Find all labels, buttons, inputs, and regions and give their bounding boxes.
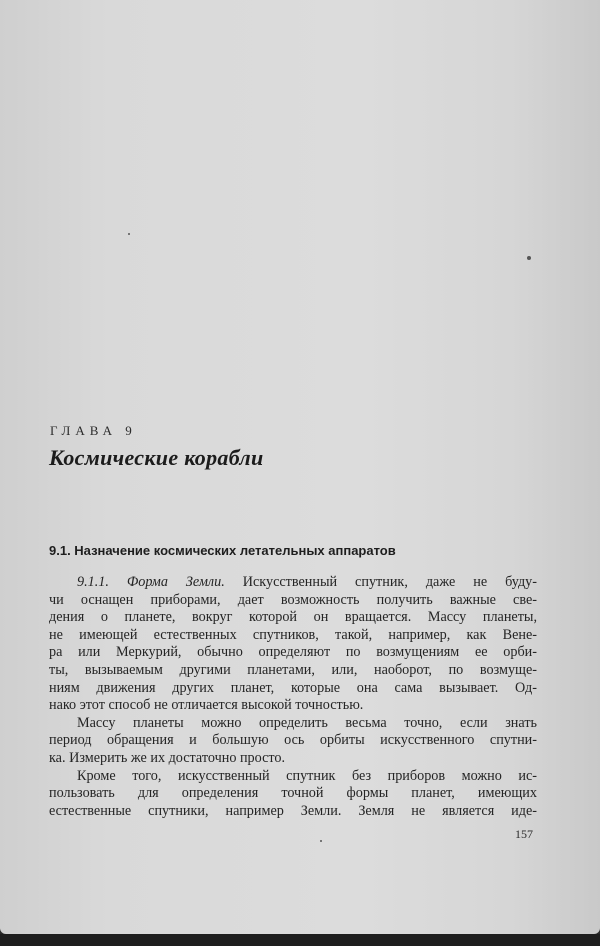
text-line: естественные спутники, например Земли. Земля не является иде- [49,802,537,819]
text-line: ты, вызываемым другими планетами, или, наоборот, по возмуще- [49,661,537,678]
text-line [49,574,537,592]
text-line: не имеющей естественных спутников, такой, например, как Вене- [49,626,537,643]
dust-speck [527,256,531,260]
text-line: дения о планете, вокруг которой он вращается. Массу планеты, [49,609,537,626]
chapter-title: Космические корабли [49,445,264,470]
text-line: ра или Меркурий, обычно определяют по возмущениям ее орби- [49,644,537,661]
dust-speck [320,840,322,842]
text-line: Кроме того, искусственный спутник без приборов можно ис- [77,767,537,784]
text-line: нако этот способ не отличается высокой точностью. [49,697,364,714]
chapter-label: ГЛАВА 9 [50,423,137,438]
text-line: ка. Измерить же их достаточно просто. [49,749,286,766]
dust-speck [128,233,130,235]
section-heading: 9.1. Назначение космических летательных аппаратов [49,543,396,558]
text-line: Массу планеты можно определить весьма точно, если знать [77,714,537,731]
text-line-content: Искусственный спутник, даже не буду- [224,574,537,590]
text-line: чи оснащен приборами, дает возможность получить важные све- [49,591,537,608]
subsection-number: 9.1.1. Форма Земли. [77,574,225,590]
text-line: ниям движения других планет, которые она сама вызывает. Од- [49,679,537,696]
text-line: пользовать для определения точной формы планет, имеющих [49,785,537,802]
scan-edge [0,934,600,946]
body-text [49,574,537,820]
page-number: 157 [515,827,533,841]
text-line: период обращения и большую ось орбиты искусственного спутни- [49,732,537,749]
